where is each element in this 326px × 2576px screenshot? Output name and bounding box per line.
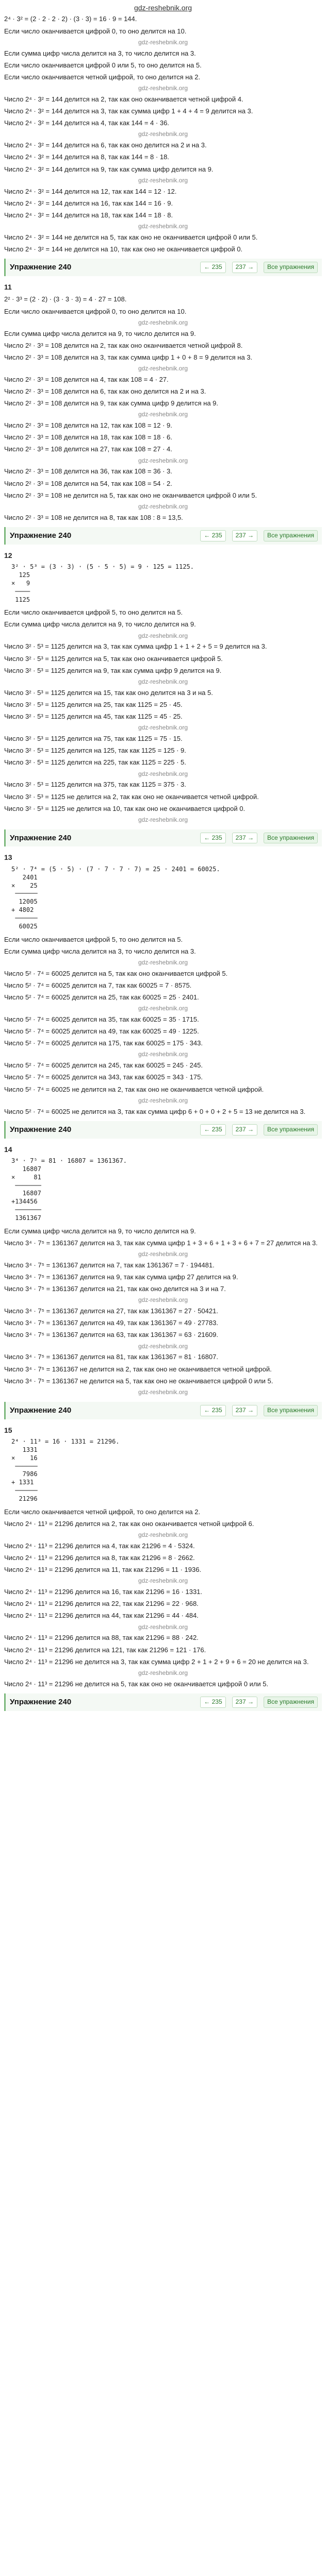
solution-line: 2² · 3³ = (2 · 2) · (3 · 3 · 3) = 4 · 27 = 108.	[4, 295, 127, 303]
solution-line: Число 2⁴ · 3² = 144 не делится на 5, так как оно не оканчивается цифрой 0 или 5.	[4, 233, 258, 241]
solution-line: Число 3⁴ · 7⁵ = 1361367 делится на 3, так как сумма цифр 1 + 3 + 6 + 1 + 3 + 6 + 7 = 27 делится на 3.	[4, 1239, 318, 1247]
solution-line: Число 2⁴ · 3² = 144 делится на 9, так как сумма цифр делится на 9.	[4, 165, 214, 173]
prev-exercise-link[interactable]: ← 235	[200, 262, 225, 273]
solution-line: Число 5² · 7⁴ = 60025 делится на 175, так как 60025 = 175 · 343.	[4, 1039, 203, 1047]
exercise-bar	[4, 1402, 322, 1419]
watermark-text: gdz-reshebnik.org	[138, 816, 188, 823]
watermark-text: gdz-reshebnik.org	[138, 411, 188, 418]
all-exercises-link[interactable]: Все упражнения	[264, 1405, 318, 1416]
solution-line: Число 2⁴ · 11³ = 21296 делится на 11, так как 21296 = 11 · 1936.	[4, 1566, 202, 1574]
all-exercises-link[interactable]: Все упражнения	[264, 530, 318, 541]
exercise-bar	[4, 1121, 322, 1139]
solution-line: Число 5² · 7⁴ = 60025 делится на 7, так как 60025 = 7 · 8575.	[4, 981, 192, 989]
solution-line: Число 3⁴ · 7⁵ = 1361367 делится на 49, так как 1361367 = 49 · 27783.	[4, 1319, 218, 1327]
all-exercises-link[interactable]: Все упражнения	[264, 262, 318, 273]
watermark-text: gdz-reshebnik.org	[138, 84, 188, 92]
solution-line: Число 5² · 7⁴ = 60025 делится на 5, так как оно оканчивается цифрой 5.	[4, 969, 228, 977]
watermark-text: gdz-reshebnik.org	[138, 1250, 188, 1258]
prev-exercise-link[interactable]: ← 235	[200, 530, 225, 541]
prev-exercise-link[interactable]: ← 235	[200, 1697, 225, 1708]
solution-line: Число 2⁴ · 11³ = 21296 делится на 22, так как 21296 = 22 · 968.	[4, 1600, 199, 1608]
solution-line: Число 5² · 7⁴ = 60025 не делится на 2, так как оно не оканчивается четной цифрой.	[4, 1085, 264, 1093]
watermark-text: gdz-reshebnik.org	[138, 1296, 188, 1304]
all-exercises-link[interactable]: Все упражнения	[264, 1124, 318, 1136]
calculation-block: 3² · 5³ = (3 · 3) · (5 · 5 · 5) = 9 · 125 = 1125. 125 × 9 ──── 1125	[11, 563, 194, 603]
solution-section	[4, 14, 322, 276]
content	[4, 14, 322, 1710]
calculation-block: 5² · 7⁴ = (5 · 5) · (7 · 7 · 7 · 7) = 25 · 2401 = 60025. 2401 × 25 ────── 12005 + 4802 ────── 60025	[11, 865, 220, 930]
solution-line: Число 2² · 3³ = 108 не делится на 8, так как 108 : 8 = 13,5.	[4, 513, 183, 521]
solution-line: Число 2² · 3³ = 108 делится на 18, так как 108 = 18 · 6.	[4, 433, 172, 442]
solution-section	[4, 1145, 322, 1419]
all-exercises-link[interactable]: Все упражнения	[264, 833, 318, 844]
solution-line: Число 5² · 7⁴ = 60025 делится на 245, так как 60025 = 245 · 245.	[4, 1061, 203, 1070]
solution-line: Число 2² · 3³ = 108 делится на 27, так как 108 = 27 · 4.	[4, 445, 172, 453]
exercise-nav	[200, 530, 318, 541]
prev-exercise-link[interactable]: ← 235	[200, 1405, 225, 1416]
watermark-text: gdz-reshebnik.org	[138, 1342, 188, 1350]
solution-line: Число 3⁴ · 7⁵ = 1361367 делится на 9, так как сумма цифр 27 делится на 9.	[4, 1273, 238, 1281]
solution-line: Число 2⁴ · 3² = 144 делится на 18, так как 144 = 18 · 8.	[4, 211, 173, 219]
exercise-bar	[4, 1693, 322, 1711]
solution-line: Число 3² · 5³ = 1125 не делится на 10, так как оно не оканчивается цифрой 0.	[4, 804, 246, 812]
solution-line: Число 2⁴ · 11³ = 21296 делится на 88, так как 21296 = 88 · 242.	[4, 1634, 199, 1642]
calculation-block: 3⁴ · 7⁵ = 81 · 16807 = 1361367. 16807 × 81 ─────── 16807 +134456 ─────── 1361367	[11, 1157, 127, 1222]
watermark-text: gdz-reshebnik.org	[138, 958, 188, 966]
solution-line: Число 2⁴ · 11³ = 21296 не делится на 5, так как оно не оканчивается цифрой 0 или 5.	[4, 1680, 269, 1688]
exercise-title: Упражнение 240	[10, 531, 72, 540]
next-exercise-link[interactable]: 237 →	[232, 833, 257, 844]
solution-line: Если число оканчивается четной цифрой, то оно делится на 2.	[4, 73, 201, 81]
solution-line: Число 2² · 3³ = 108 делится на 3, так как сумма цифр 1 + 0 + 8 = 9 делится на 3.	[4, 353, 253, 361]
solution-line: Число 2⁴ · 3² = 144 делится на 2, так как оно оканчивается четной цифрой 4.	[4, 95, 243, 103]
section-number: 15	[4, 1426, 12, 1434]
watermark-text: gdz-reshebnik.org	[138, 176, 188, 184]
solution-line: Число 5² · 7⁴ = 60025 делится на 35, так как 60025 = 35 · 1715.	[4, 1015, 199, 1024]
solution-line: Если число оканчивается цифрой 0, то оно делится на 10.	[4, 307, 187, 315]
exercise-nav	[200, 1405, 318, 1416]
solution-line: Число 3⁴ · 7⁵ = 1361367 делится на 27, так как 1361367 = 27 · 50421.	[4, 1307, 218, 1315]
watermark-text: gdz-reshebnik.org	[138, 724, 188, 732]
solution-line: Число 2⁴ · 3² = 144 делится на 12, так как 144 = 12 · 12.	[4, 187, 177, 195]
watermark-text: gdz-reshebnik.org	[138, 770, 188, 777]
exercise-title: Упражнение 240	[10, 833, 72, 842]
solution-line: Число 2⁴ · 3² = 144 не делится на 10, так как оно не оканчивается цифрой 0.	[4, 245, 243, 253]
solution-line: Число 2² · 3³ = 108 делится на 12, так как 108 = 12 · 9.	[4, 421, 172, 430]
solution-line: Число 3² · 5³ = 1125 делится на 9, так как сумма цифр 9 делится на 9.	[4, 666, 222, 674]
solution-line: Число 2⁴ · 11³ = 21296 делится на 8, так как 21296 = 8 · 2662.	[4, 1553, 195, 1562]
solution-line: Число 3⁴ · 7⁵ = 1361367 делится на 63, так как 1361367 = 63 · 21609.	[4, 1331, 218, 1339]
exercise-title: Упражнение 240	[10, 1697, 72, 1706]
solution-line: Если сумма цифр числа делится на 3, то число делится на 3.	[4, 49, 196, 57]
section-number: 13	[4, 853, 12, 862]
exercise-nav	[200, 1697, 318, 1708]
solution-line: Число 5² · 7⁴ = 60025 не делится на 3, так как сумма цифр 6 + 0 + 0 + 2 + 5 = 13 не делится на 3.	[4, 1107, 306, 1115]
solution-line: Число 2⁴ · 3² = 144 делится на 6, так как оно делится на 2 и на 3.	[4, 141, 207, 149]
exercise-title: Упражнение 240	[10, 263, 72, 272]
solution-line: Если число оканчивается цифрой 5, то оно делится на 5.	[4, 608, 183, 617]
solution-line: Число 2⁴ · 3² = 144 делится на 3, так как сумма цифр 1 + 4 + 4 = 9 делится на 3.	[4, 107, 253, 115]
solution-line: Число 2⁴ · 11³ = 21296 делится на 121, так как 21296 = 121 · 176.	[4, 1646, 206, 1654]
section-number: 12	[4, 551, 12, 560]
solution-line: Число 3² · 5³ = 1125 делится на 3, так как сумма цифр 1 + 1 + 2 + 5 = 9 делится на 3.	[4, 642, 267, 651]
solution-line: Число 2⁴ · 11³ = 21296 делится на 2, так как оно оканчивается четной цифрой 6.	[4, 1519, 254, 1528]
watermark-text: gdz-reshebnik.org	[138, 318, 188, 326]
prev-exercise-link[interactable]: ← 235	[200, 1124, 225, 1136]
solution-section	[4, 282, 322, 545]
calculation-block: 2⁴ · 11³ = 16 · 1331 = 21296. 1331 × 16 ────── 7986 + 1331 ────── 21296	[11, 1438, 120, 1502]
exercise-title: Упражнение 240	[10, 1125, 72, 1134]
solution-line: Если сумма цифр числа делится на 3, то число делится на 3.	[4, 947, 196, 955]
exercise-nav	[200, 262, 318, 273]
watermark-text: gdz-reshebnik.org	[138, 130, 188, 138]
solution-line: Число 3⁴ · 7⁵ = 1361367 делится на 21, так как оно делится на 3 и на 7.	[4, 1285, 226, 1293]
solution-line: Число 3² · 5³ = 1125 делится на 45, так как 1125 = 45 · 25.	[4, 713, 183, 721]
watermark-text: gdz-reshebnik.org	[138, 222, 188, 230]
solution-line: Число 5² · 7⁴ = 60025 делится на 343, так как 60025 = 343 · 175.	[4, 1073, 203, 1081]
site-header	[4, 3, 322, 12]
solution-line: Число 3⁴ · 7⁵ = 1361367 не делится на 2, так как оно не оканчивается четной цифрой.	[4, 1365, 272, 1373]
prev-exercise-link[interactable]: ← 235	[200, 833, 225, 844]
solution-line: Число 3⁴ · 7⁵ = 1361367 не делится на 5, так как оно не оканчивается цифрой 0 или 5.	[4, 1377, 273, 1385]
watermark-text: gdz-reshebnik.org	[138, 365, 188, 372]
solution-line: Число 2⁴ · 11³ = 21296 не делится на 3, так как сумма цифр 2 + 1 + 2 + 9 + 6 = 20 не делится на 3.	[4, 1657, 309, 1666]
solution-line: Число 3² · 5³ = 1125 делится на 225, так как 1125 = 225 · 5.	[4, 758, 186, 767]
solution-line: Число 3² · 5³ = 1125 не делится на 2, так как оно не оканчивается четной цифрой.	[4, 792, 259, 801]
section-number: 14	[4, 1145, 12, 1154]
solution-line: Если сумма цифр числа делится на 9, то число делится на 9.	[4, 620, 196, 629]
solution-line: Число 3² · 5³ = 1125 делится на 75, так как 1125 = 75 · 15.	[4, 735, 183, 743]
watermark-text: gdz-reshebnik.org	[138, 1388, 188, 1396]
solution-line: Число 2² · 3³ = 108 делится на 4, так как 108 = 4 · 27.	[4, 375, 169, 383]
solution-line: Число 2⁴ · 3² = 144 делится на 8, так как 144 = 8 · 18.	[4, 153, 169, 161]
solution-line: Если число оканчивается цифрой 0 или 5, то оно делится на 5.	[4, 61, 202, 69]
exercise-nav	[200, 1124, 318, 1136]
next-exercise-link[interactable]: 237 →	[232, 530, 257, 541]
watermark-text: gdz-reshebnik.org	[138, 1531, 188, 1538]
solution-line: Число 2⁴ · 11³ = 21296 делится на 16, так как 21296 = 16 · 1331.	[4, 1588, 203, 1596]
next-exercise-link[interactable]: 237 →	[232, 1124, 257, 1136]
watermark-text: gdz-reshebnik.org	[138, 1577, 188, 1585]
solution-line: Если число оканчивается четной цифрой, то оно делится на 2.	[4, 1507, 201, 1516]
exercise-bar	[4, 259, 322, 276]
exercise-title: Упражнение 240	[10, 1405, 72, 1415]
solution-line: Число 2² · 3³ = 108 делится на 9, так как сумма цифр 9 делится на 9.	[4, 399, 219, 408]
watermark-text: gdz-reshebnik.org	[138, 456, 188, 464]
solution-line: Если число оканчивается цифрой 5, то оно делится на 5.	[4, 935, 183, 943]
solution-line: Если сумма цифр числа делится на 9, то число делится на 9.	[4, 329, 196, 337]
solution-line: Число 3⁴ · 7⁵ = 1361367 делится на 81, так как 1361367 = 81 · 16807.	[4, 1353, 218, 1361]
solution-line: Число 2⁴ · 11³ = 21296 делится на 4, так как 21296 = 4 · 5324.	[4, 1541, 195, 1550]
exercise-bar	[4, 527, 322, 545]
solution-line: Число 2² · 3³ = 108 не делится на 5, так как оно не оканчивается цифрой 0 или 5.	[4, 491, 257, 499]
solution-line: Число 2⁴ · 11³ = 21296 делится на 44, так как 21296 = 44 · 484.	[4, 1612, 199, 1620]
solution-line: Число 3² · 5³ = 1125 делится на 375, так как 1125 = 375 · 3.	[4, 781, 186, 789]
solution-line: Число 3² · 5³ = 1125 делится на 5, так как оно оканчивается цифрой 5.	[4, 654, 223, 663]
solution-section	[4, 853, 322, 1138]
next-exercise-link[interactable]: 237 →	[232, 1405, 257, 1416]
next-exercise-link[interactable]: 237 →	[232, 262, 257, 273]
watermark-text: gdz-reshebnik.org	[138, 632, 188, 639]
solution-line: Число 3² · 5³ = 1125 делится на 25, так как 1125 = 25 · 45.	[4, 700, 183, 708]
solution-line: Число 2⁴ · 3² = 144 делится на 4, так как 144 = 4 · 36.	[4, 119, 169, 127]
solution-line: Если число оканчивается цифрой 0, то оно делится на 10.	[4, 27, 187, 35]
solution-line: Число 2² · 3³ = 108 делится на 6, так как оно делится на 2 и на 3.	[4, 387, 206, 395]
solution-line: Число 5² · 7⁴ = 60025 делится на 49, так как 60025 = 49 · 1225.	[4, 1027, 199, 1036]
all-exercises-link[interactable]: Все упражнения	[264, 1697, 318, 1708]
solution-line: Число 2² · 3³ = 108 делится на 54, так как 108 = 54 · 2.	[4, 479, 172, 487]
next-exercise-link[interactable]: 237 →	[232, 1697, 257, 1708]
watermark-text: gdz-reshebnik.org	[138, 1050, 188, 1058]
watermark-text: gdz-reshebnik.org	[138, 677, 188, 685]
solution-line: Число 3² · 5³ = 1125 делится на 125, так как 1125 = 125 · 9.	[4, 747, 186, 755]
watermark-text: gdz-reshebnik.org	[138, 38, 188, 46]
watermark-text: gdz-reshebnik.org	[138, 1005, 188, 1012]
solution-line: 2⁴ · 3² = (2 · 2 · 2 · 2) · (3 · 3) = 16 · 9 = 144.	[4, 15, 137, 23]
solution-section	[4, 1426, 322, 1711]
watermark-text: gdz-reshebnik.org	[138, 1096, 188, 1104]
watermark-text: gdz-reshebnik.org	[138, 1669, 188, 1676]
solution-line: Если сумма цифр числа делится на 9, то число делится на 9.	[4, 1227, 196, 1235]
watermark-text: gdz-reshebnik.org	[138, 1623, 188, 1631]
site-name[interactable]: gdz-reshebnik.org	[134, 4, 192, 12]
solution-line: Число 3² · 5³ = 1125 делится на 15, так как оно делится на 3 и на 5.	[4, 688, 213, 697]
solution-line: Число 2² · 3³ = 108 делится на 2, так как оно оканчивается четной цифрой 8.	[4, 341, 243, 349]
watermark-text: gdz-reshebnik.org	[138, 502, 188, 510]
solution-section	[4, 551, 322, 847]
solution-line: Число 2⁴ · 3² = 144 делится на 16, так как 144 = 16 · 9.	[4, 199, 173, 207]
solution-line: Число 3⁴ · 7⁵ = 1361367 делится на 7, так как 1361367 = 7 · 194481.	[4, 1261, 215, 1269]
solution-line: Число 5² · 7⁴ = 60025 делится на 25, так как 60025 = 25 · 2401.	[4, 993, 199, 1002]
section-number: 11	[4, 282, 12, 291]
exercise-nav	[200, 833, 318, 844]
exercise-bar	[4, 829, 322, 847]
solution-line: Число 2² · 3³ = 108 делится на 36, так как 108 = 36 · 3.	[4, 467, 172, 476]
